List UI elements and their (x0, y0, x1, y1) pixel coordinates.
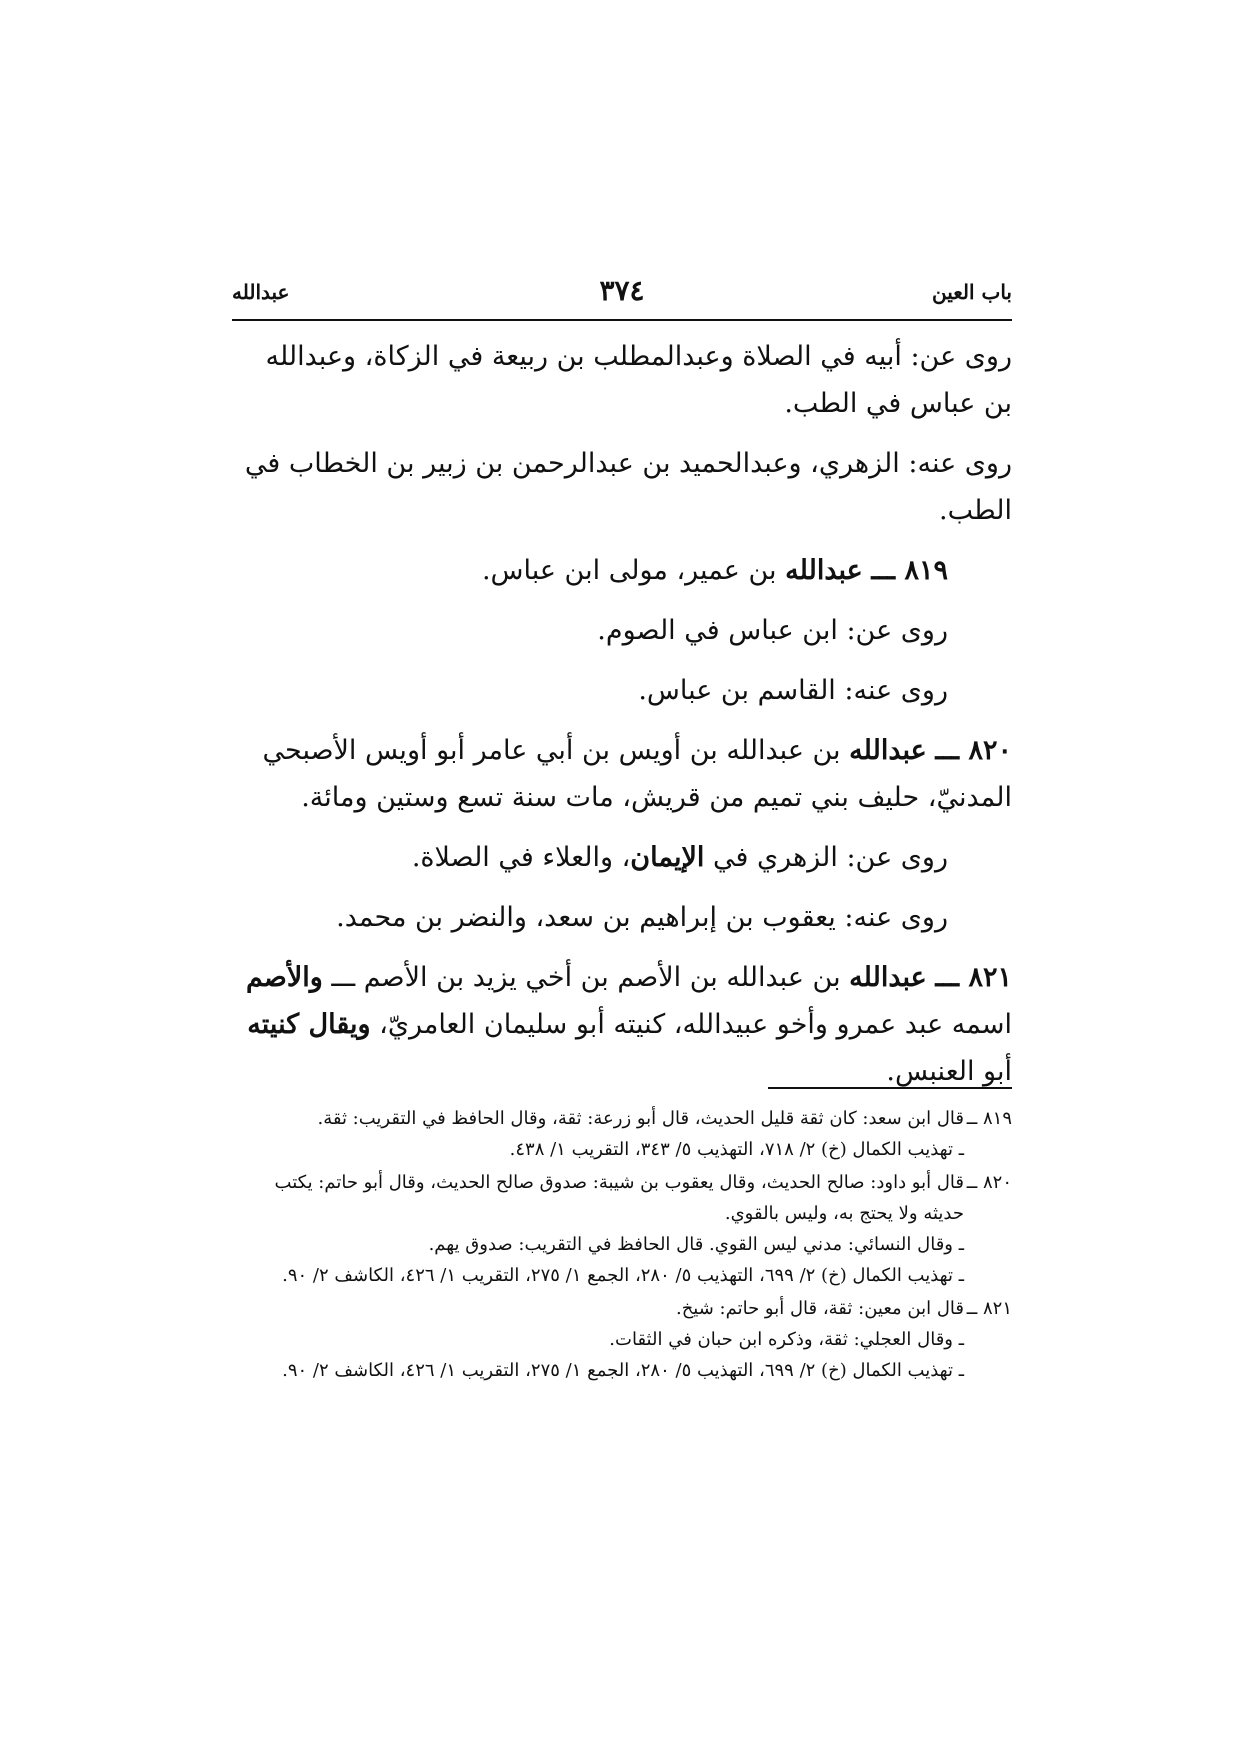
entry-text: ، والعلاء في الصلاة. (411, 842, 631, 873)
footnote-line: ـ وقال العجلي: ثقة، وذكره ابن حبان في الثقات. (609, 1329, 964, 1350)
page-header (232, 268, 1012, 318)
footnote-body (232, 1293, 964, 1386)
footnote-line: قال ابن معين: ثقة، قال أبو حاتم: شيخ. (675, 1298, 964, 1319)
footnote-line: قال ابن سعد: كان ثقة قليل الحديث، قال أبو زرعة: ثقة، وقال الحافظ في التقريب: ثقة. (317, 1108, 964, 1129)
footnote-line: ـ تهذيب الكمال (خ) ٢/ ٦٩٩، التهذيب ٥/ ٢٨٠، الجمع ١/ ٢٧٥، التقريب ١/ ٤٢٦، الكاشف ٢/ ٩٠. (282, 1265, 964, 1286)
entry-text: اسمه عبد عمرو وأخو عبيدالله، كنيته أبو سليمان العامريّ، (379, 1009, 1012, 1040)
entry-text: بن عبدالله بن أويس بن أبي عامر أبو أويس الأصبحي المدنيّ، حليف بني تميم من قريش، مات سنة تسع وستين ومائة. (262, 735, 1012, 813)
footnote-number: ٨٢١ ــ (966, 1298, 1012, 1319)
entry-text: بن عبدالله بن الأصم بن أخي يزيد بن الأصم ـــ (331, 962, 841, 993)
entry-819-heading (232, 547, 1012, 594)
entry-820-narrated-by: روى عنه: يعقوب بن إبراهيم بن سعد، والنضر بن محمد. (336, 902, 948, 933)
footnote-number: ٨٢٠ ــ (966, 1172, 1012, 1193)
footnote-line: ـ تهذيب الكمال (خ) ٢/ ٦٩٩، التهذيب ٥/ ٢٨٠، الجمع ١/ ٢٧٥، التقريب ١/ ٤٢٦، الكاشف ٢/ ٩٠. (282, 1360, 964, 1381)
entry-820-narrated-from (232, 834, 1012, 881)
entry-819-narrated-by: روى عنه: القاسم بن عباس. (638, 675, 948, 706)
chapter-title: باب العين (931, 280, 1012, 304)
footnote-819 (232, 1103, 1012, 1165)
entry-name: عبدالله (785, 555, 863, 586)
entry-bold-word: ويقال كنيته (247, 1009, 371, 1040)
entry-name: عبدالله (849, 735, 927, 766)
entry-number: ٨٢٠ ـــ (935, 735, 1012, 766)
entry-820-heading (232, 727, 1012, 821)
page-number: ٣٧٤ (599, 274, 645, 307)
running-head: عبدالله (232, 280, 290, 304)
main-text (232, 333, 1012, 1108)
entry-number: ٨١٩ ـــ (871, 555, 948, 586)
footnote-821 (232, 1293, 1012, 1386)
footnote-number: ٨١٩ ــ (966, 1108, 1012, 1129)
footnote-820 (232, 1167, 1012, 1291)
footnote-line: قال أبو داود: صالح الحديث، وقال يعقوب بن شيبة: صدوق صالح الحديث، وقال أبو حاتم: يكتب حديثه ولا يحتج به، وليس بالقوي. (274, 1172, 964, 1224)
footnote-body (232, 1103, 964, 1165)
entry-819-narrated-from: روى عن: ابن عباس في الصوم. (597, 615, 948, 646)
footnote-body (232, 1167, 964, 1291)
entry-bold-word: والأصم (245, 962, 323, 993)
footnote-line: ـ تهذيب الكمال (خ) ٢/ ٧١٨، التهذيب ٥/ ٣٤٣، التقريب ١/ ٤٣٨. (509, 1139, 964, 1160)
entry-bold-word: الإيمان (630, 842, 705, 873)
entry-number: ٨٢١ ـــ (935, 962, 1012, 993)
entry-name: عبدالله (849, 962, 927, 993)
paragraph-narrated-from: روى عن: أبيه في الصلاة وعبدالمطلب بن ربيعة في الزكاة، وعبدالله بن عباس في الطب. (265, 341, 1012, 419)
entry-text: أبو العنبس. (886, 1056, 1012, 1087)
header-rule (232, 319, 1012, 321)
entry-821-heading (232, 954, 1012, 1095)
entry-text: بن عمير، مولى ابن عباس. (481, 555, 777, 586)
paragraph-narrated-by: روى عنه: الزهري، وعبدالحميد بن عبدالرحمن بن زبير بن الخطاب في الطب. (244, 448, 1012, 526)
footnotes (232, 1103, 1012, 1388)
footnote-line: ـ وقال النسائي: مدني ليس القوي. قال الحافظ في التقريب: صدوق يهم. (428, 1234, 964, 1255)
entry-text: روى عن: الزهري في (712, 842, 948, 873)
footnote-rule (768, 1087, 1012, 1089)
